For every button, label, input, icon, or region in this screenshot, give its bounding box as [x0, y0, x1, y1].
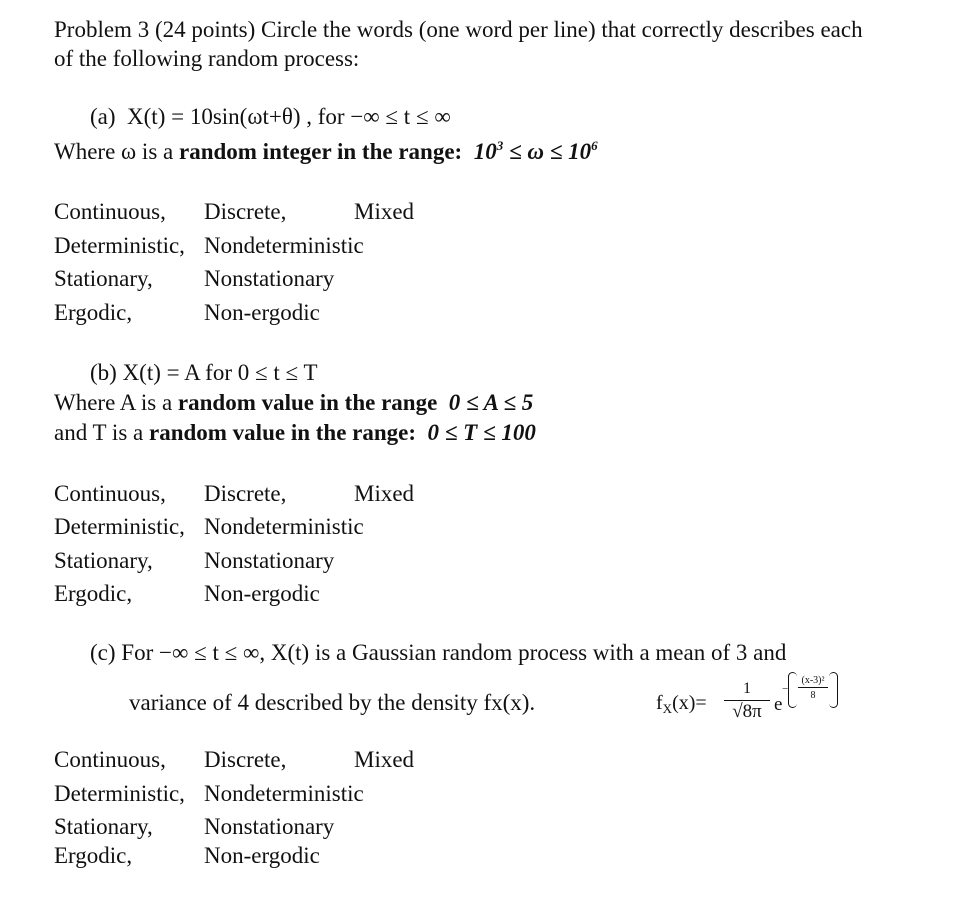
- part-c-row-stationarity: [54, 813, 474, 841]
- part-c-row-ergodicity: [54, 842, 474, 870]
- part-a-where-bold: random integer in the range:: [178, 139, 463, 164]
- part-a-choice-continuous[interactable]: Continuous,: [54, 199, 166, 224]
- part-c-choice-continuous[interactable]: Continuous,: [54, 747, 166, 772]
- part-a-row-ergodicity: [54, 299, 474, 327]
- formula-fraction: [724, 680, 770, 723]
- formula-exponent-bar: [798, 687, 828, 688]
- part-b-where-t-bold: random value in the range:: [148, 420, 417, 445]
- part-b-row-ergodicity: [54, 580, 474, 608]
- part-a-choice-stationary[interactable]: Stationary,: [54, 266, 153, 291]
- part-b-choice-discrete[interactable]: Discrete,: [204, 481, 287, 506]
- part-a-label: (a): [90, 104, 116, 129]
- part-b-choice-stationary[interactable]: Stationary,: [54, 548, 153, 573]
- part-a-equation: X(t) = 10sin(ωt+θ) , for −∞ ≤ t ≤ ∞: [127, 104, 451, 129]
- part-b-row-stationarity: [54, 547, 474, 575]
- part-b-where-a-bold: random value in the range: [177, 390, 438, 415]
- part-b-where-a-line: [54, 389, 533, 417]
- part-b-choice-nonstationary[interactable]: Nonstationary: [204, 548, 335, 573]
- part-c-choice-discrete[interactable]: Discrete,: [204, 747, 287, 772]
- part-a-choice-nonstationary[interactable]: Nonstationary: [204, 266, 335, 291]
- part-a-where-prefix: Where ω is a: [54, 139, 179, 164]
- part-b-choice-mixed[interactable]: Mixed: [354, 481, 415, 506]
- part-a-choice-deterministic[interactable]: Deterministic,: [54, 233, 185, 258]
- density-formula: [656, 672, 846, 742]
- part-b-where-a-prefix: Where A is a: [54, 390, 178, 415]
- part-a-row-determinism: [54, 232, 474, 260]
- part-b-choice-continuous[interactable]: Continuous,: [54, 481, 166, 506]
- problem-heading-line-2: of the following random process:: [54, 46, 360, 71]
- part-a-choice-ergodic[interactable]: Ergodic,: [54, 300, 133, 325]
- formula-exponent-numerator: (x-3)²: [801, 675, 825, 686]
- part-b-range-a: 0 ≤ A ≤ 5: [448, 390, 534, 415]
- formula-e: e: [774, 694, 783, 715]
- problem-heading-line-1: Problem 3 (24 points) Circle the words (one word per line) that correctly describes each: [54, 17, 863, 42]
- right-paren-shape: [829, 672, 838, 708]
- formula-lhs: $f_X(x)=$: [656, 692, 707, 716]
- part-b-row-determinism: [54, 513, 474, 541]
- part-a-choice-discrete[interactable]: Discrete,: [204, 199, 287, 224]
- part-a-where-line: [54, 138, 598, 166]
- part-c-row-continuity: [54, 746, 474, 774]
- part-b-row-continuity: [54, 480, 474, 508]
- part-c-choice-deterministic[interactable]: Deterministic,: [54, 781, 185, 806]
- part-b-where-t-line: [54, 419, 536, 447]
- part-b-equation: (b) X(t) = A for 0 ≤ t ≤ T: [90, 360, 318, 385]
- formula-exponent-sign: −: [782, 683, 789, 695]
- part-c-choice-mixed[interactable]: Mixed: [354, 747, 415, 772]
- part-a-row-continuity: [54, 198, 474, 226]
- part-a-choice-mixed[interactable]: Mixed: [354, 199, 415, 224]
- formula-denominator: √8π: [732, 701, 762, 722]
- part-c-line-2: variance of 4 described by the density fx(x).: [129, 690, 536, 715]
- formula-numerator: 1: [743, 680, 751, 697]
- part-c-choice-nonstationary[interactable]: Nonstationary: [204, 814, 335, 839]
- formula-exponent-denominator: 8: [810, 690, 816, 701]
- part-b-choice-deterministic[interactable]: Deterministic,: [54, 514, 185, 539]
- part-c-choice-ergodic[interactable]: Ergodic,: [54, 843, 133, 868]
- part-c-line-1: (c) For −∞ ≤ t ≤ ∞, X(t) is a Gaussian random process with a mean of 3 and: [90, 640, 787, 665]
- part-c-choice-nonergodic[interactable]: Non-ergodic: [204, 843, 320, 868]
- formula-exponent: [782, 672, 838, 706]
- part-b-choice-nondeterministic[interactable]: Nondeterministic: [204, 514, 364, 539]
- part-b-range-t: 0 ≤ T ≤ 100: [427, 420, 536, 445]
- part-c-choice-nondeterministic[interactable]: Nondeterministic: [204, 781, 364, 806]
- part-c-row-determinism: [54, 780, 474, 808]
- part-a-row-stationarity: [54, 265, 474, 293]
- part-a-choice-nondeterministic[interactable]: Nondeterministic: [204, 233, 364, 258]
- part-c-choice-stationary[interactable]: Stationary,: [54, 814, 153, 839]
- part-a-equation-line: [90, 103, 451, 131]
- part-a-range: $10^3 \le \omega \le 10^6$: [473, 138, 598, 164]
- part-b-where-t-prefix: and T is a: [54, 420, 149, 445]
- part-b-choice-nonergodic[interactable]: Non-ergodic: [204, 581, 320, 606]
- part-a-choice-nonergodic[interactable]: Non-ergodic: [204, 300, 320, 325]
- part-b-choice-ergodic[interactable]: Ergodic,: [54, 581, 133, 606]
